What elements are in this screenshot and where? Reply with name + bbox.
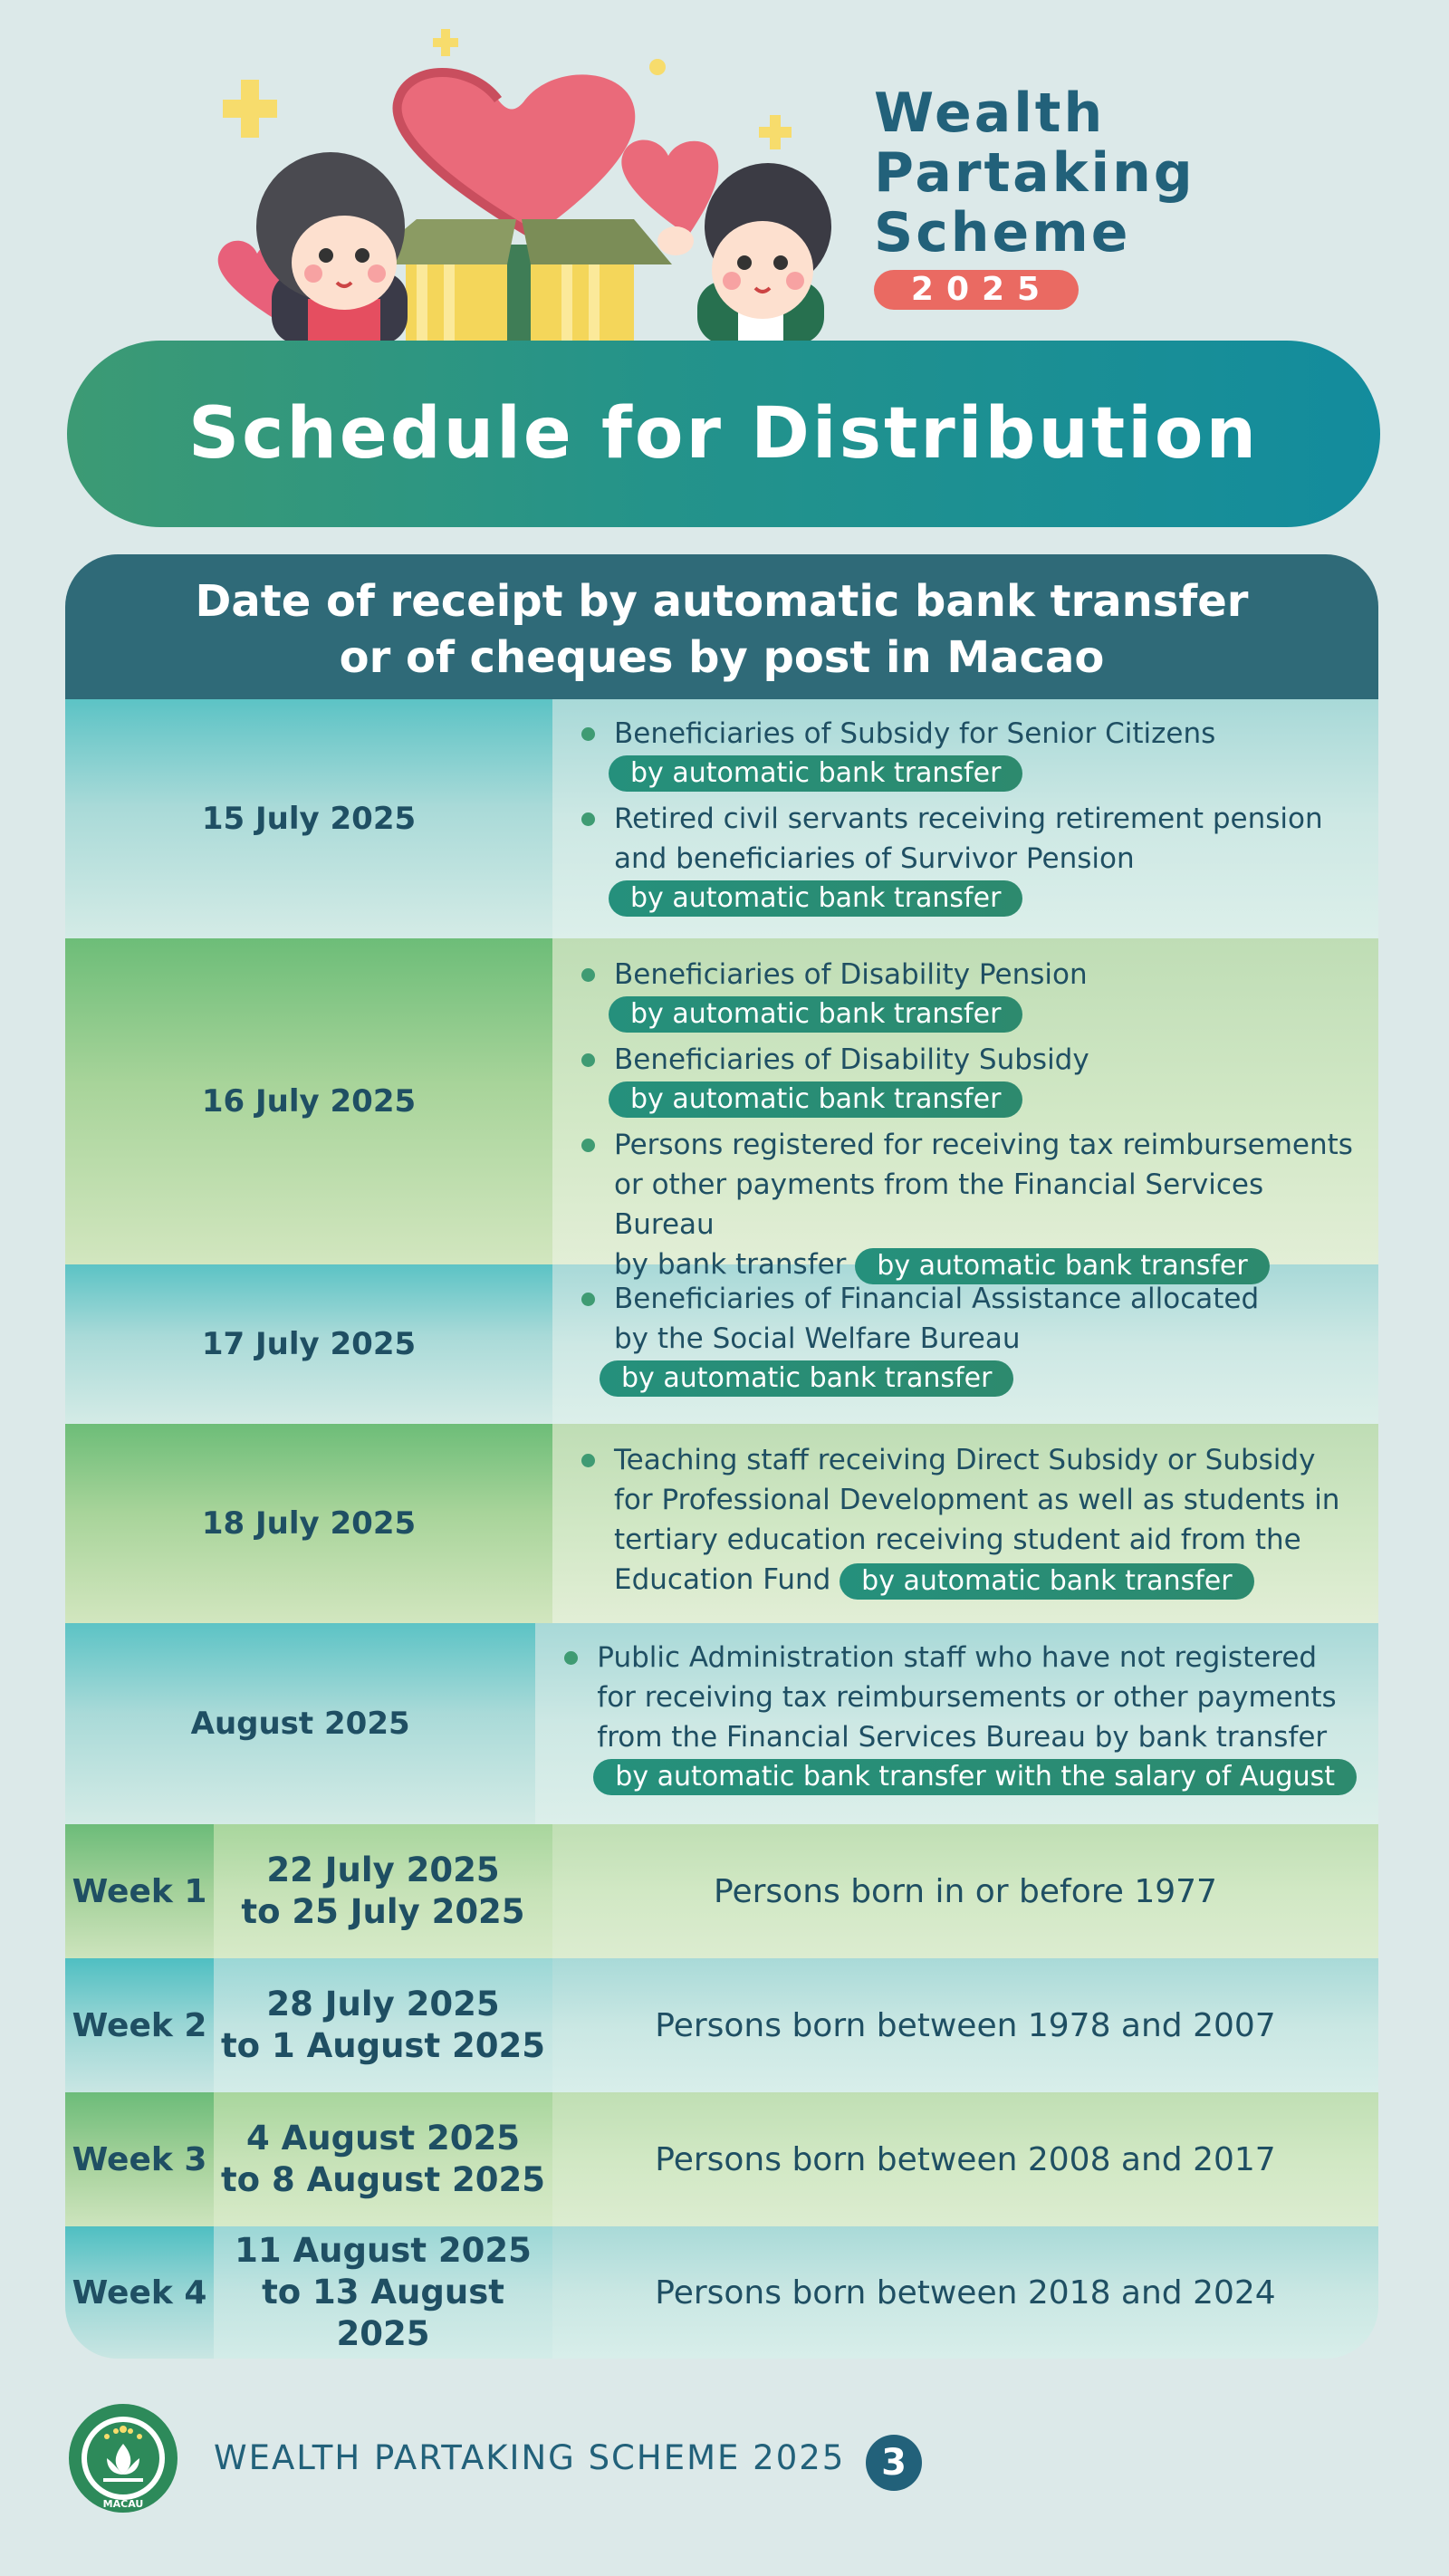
list-item bbox=[578, 1040, 1357, 1123]
transfer-tag: by automatic bank transfer bbox=[609, 880, 1022, 917]
transfer-tag: by automatic bank transfer with the salary of August bbox=[593, 1759, 1357, 1795]
date-cell: 15 July 2025 bbox=[65, 699, 552, 938]
list-item bbox=[578, 1440, 1357, 1600]
item-text: tertiary education receiving student aid from the bbox=[614, 1523, 1301, 1556]
week-row bbox=[65, 2092, 1378, 2226]
transfer-tag: by automatic bank transfer bbox=[609, 755, 1022, 792]
list-item bbox=[578, 799, 1357, 922]
date-cell: 17 July 2025 bbox=[65, 1264, 552, 1424]
info-cell bbox=[552, 1264, 1378, 1424]
table-header bbox=[65, 554, 1378, 699]
item-text: for receiving tax reimbursements or other payments bbox=[597, 1681, 1337, 1714]
item-text: by the Social Welfare Bureau bbox=[614, 1322, 1021, 1355]
info-cell bbox=[535, 1623, 1378, 1824]
item-text: Retired civil servants receiving retirement pension bbox=[614, 803, 1323, 835]
footer-scheme-name: WEALTH PARTAKING SCHEME 2025 bbox=[214, 2438, 846, 2477]
heart-icon bbox=[398, 72, 636, 235]
range-line: 22 July 2025 bbox=[266, 1850, 500, 1889]
eligible-persons: Persons born between 2018 and 2024 bbox=[552, 2226, 1378, 2359]
header-illustration bbox=[0, 0, 833, 344]
item-text: from the Financial Services Bureau by bank transfer bbox=[597, 1721, 1328, 1754]
week-label: Week 2 bbox=[65, 1958, 214, 2092]
week-label: Week 4 bbox=[65, 2226, 214, 2359]
gift-box bbox=[362, 219, 672, 344]
table-row bbox=[65, 1264, 1378, 1424]
heart-icon bbox=[621, 139, 718, 235]
item-text: by bank transfer bbox=[614, 1248, 847, 1281]
brand-title-line: Partaking bbox=[874, 141, 1195, 205]
item-text: Beneficiaries of Financial Assistance allocated bbox=[614, 1283, 1260, 1315]
page-banner bbox=[67, 341, 1380, 527]
schedule-table bbox=[65, 554, 1378, 2359]
item-text: Persons registered for receiving tax reimbursements bbox=[614, 1129, 1353, 1161]
scheme-brand bbox=[874, 83, 1254, 310]
list-item bbox=[561, 1638, 1357, 1801]
week-date-range bbox=[214, 2226, 552, 2359]
item-text: Public Administration staff who have not registered bbox=[597, 1641, 1318, 1674]
transfer-tag: by automatic bank transfer bbox=[609, 1081, 1022, 1118]
week-label: Week 1 bbox=[65, 1824, 214, 1958]
list-item bbox=[578, 1279, 1357, 1402]
transfer-tag: by automatic bank transfer bbox=[609, 996, 1022, 1033]
week-row bbox=[65, 1958, 1378, 2092]
item-text: Beneficiaries of Disability Pension bbox=[614, 958, 1088, 991]
emblem-label: MACAU bbox=[102, 2498, 144, 2510]
info-cell bbox=[552, 1424, 1378, 1623]
date-cell: August 2025 bbox=[65, 1623, 535, 1824]
table-heading-line: or of cheques by post in Macao bbox=[339, 632, 1105, 683]
week-date-range bbox=[214, 2092, 552, 2226]
macau-emblem-icon bbox=[67, 2402, 179, 2514]
item-text: and beneficiaries of Survivor Pension bbox=[614, 842, 1135, 875]
week-date-range bbox=[214, 1958, 552, 2092]
range-line: to 25 July 2025 bbox=[241, 1892, 525, 1931]
brand-title-line: Scheme bbox=[874, 201, 1131, 264]
girl-character bbox=[256, 152, 408, 344]
range-line: 28 July 2025 bbox=[266, 1985, 500, 2023]
table-heading bbox=[196, 573, 1249, 686]
range-line: to 1 August 2025 bbox=[221, 2026, 545, 2065]
year-badge: 2025 bbox=[874, 270, 1079, 310]
list-item bbox=[578, 1125, 1357, 1284]
transfer-tag: by automatic bank transfer bbox=[600, 1360, 1013, 1397]
eligible-persons: Persons born in or before 1977 bbox=[552, 1824, 1378, 1958]
list-item bbox=[578, 955, 1357, 1038]
table-row bbox=[65, 1623, 1378, 1824]
date-cell: 18 July 2025 bbox=[65, 1424, 552, 1623]
range-line: to 13 August 2025 bbox=[262, 2273, 504, 2353]
table-row bbox=[65, 1424, 1378, 1623]
week-row bbox=[65, 2226, 1378, 2359]
brand-title-line: Wealth bbox=[874, 82, 1106, 145]
table-row bbox=[65, 699, 1378, 938]
eligible-persons: Persons born between 1978 and 2007 bbox=[552, 1958, 1378, 2092]
item-text: Education Fund bbox=[614, 1563, 831, 1596]
item-text: Beneficiaries of Subsidy for Senior Citizens bbox=[614, 717, 1216, 750]
week-date-range bbox=[214, 1824, 552, 1958]
page-number: 3 bbox=[866, 2435, 922, 2491]
range-line: 11 August 2025 bbox=[235, 2231, 532, 2270]
list-item bbox=[578, 714, 1357, 797]
item-text: for Professional Development as well as students in bbox=[614, 1484, 1340, 1516]
page-title: Schedule for Distribution bbox=[187, 393, 1260, 475]
range-line: 4 August 2025 bbox=[246, 2119, 520, 2158]
info-cell bbox=[552, 699, 1378, 938]
item-text: or other payments from the Financial Services Bureau bbox=[614, 1168, 1264, 1241]
table-heading-line: Date of receipt by automatic bank transfer bbox=[195, 576, 1249, 627]
date-cell: 16 July 2025 bbox=[65, 938, 552, 1264]
week-label: Week 3 bbox=[65, 2092, 214, 2226]
info-cell bbox=[552, 938, 1378, 1282]
table-row bbox=[65, 938, 1378, 1282]
item-text: Beneficiaries of Disability Subsidy bbox=[614, 1043, 1089, 1076]
transfer-tag: by automatic bank transfer bbox=[840, 1563, 1253, 1600]
week-row bbox=[65, 1824, 1378, 1958]
range-line: to 8 August 2025 bbox=[221, 2160, 545, 2199]
eligible-persons: Persons born between 2008 and 2017 bbox=[552, 2092, 1378, 2226]
transfer-tag: by automatic bank transfer bbox=[855, 1248, 1269, 1284]
item-text: Teaching staff receiving Direct Subsidy or Subsidy bbox=[614, 1444, 1316, 1476]
